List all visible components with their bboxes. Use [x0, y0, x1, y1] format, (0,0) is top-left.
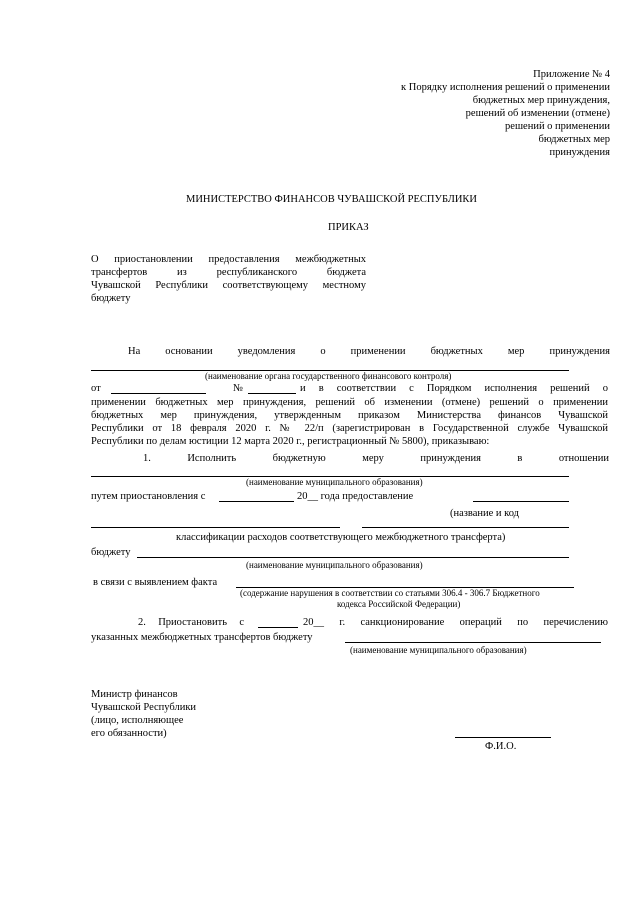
paragraph-line: бюджетных мер принуждения, утвержденным приказом Министерства финансов Чувашской — [91, 410, 608, 421]
subject-block — [91, 253, 366, 305]
caption-municipality-2: (наименование муниципального образования) — [246, 560, 423, 570]
signature-line: Чувашской Республики — [91, 702, 197, 713]
appendix-line: принуждения — [549, 147, 610, 158]
appendix-line: Приложение № 4 — [533, 69, 610, 80]
caption-violation-2: кодекса Российской Федерации) — [337, 599, 461, 609]
budget-prefix: бюджету — [91, 547, 131, 558]
signature-line: его обязанности) — [91, 728, 167, 739]
ministry-title: МИНИСТЕРСТВО ФИНАНСОВ ЧУВАШСКОЙ РЕСПУБЛИКИ — [186, 194, 477, 205]
caption-municipality-1: (наименование муниципального образования) — [246, 477, 423, 487]
subject-line: трансфертов из республиканского бюджета — [91, 267, 366, 278]
appendix-line: бюджетных мер принуждения, — [472, 95, 610, 106]
fio-label: Ф.И.О. — [485, 741, 517, 752]
subject-line: О приостановлении предоставления межбюджетных — [91, 254, 366, 265]
from-suffix: и в соответствии с Порядком исполнения решений о — [300, 383, 608, 394]
appendix-line: решений о применении — [505, 121, 610, 132]
appendix-block — [401, 68, 610, 159]
appendix-line: бюджетных мер — [538, 134, 610, 145]
signature-line: (лицо, исполняющее — [91, 715, 184, 726]
caption-municipality-3: (наименование муниципального образования) — [350, 645, 527, 655]
caption-violation-1: (содержание нарушения в соответствии со статьями 306.4 - 306.7 Бюджетного — [240, 588, 540, 598]
fill-line — [219, 501, 294, 502]
subject-line: Чувашской Республики соответствующему местному — [91, 280, 366, 291]
item1-line: 1. Исполнить бюджетную меру принуждения в отношении — [143, 453, 609, 464]
item2-prefix: 2. Приостановить с — [138, 617, 244, 628]
paragraph-line: Республики по делам юстиции 12 марта 2020 г., регистрационный № 5800), приказываю: — [91, 436, 490, 447]
basis-line: На основании уведомления о применении бюджетных мер принуждения — [128, 346, 610, 357]
suspend-prefix: путем приостановления с — [91, 491, 206, 502]
year-prefix: 20__ года предоставление — [297, 491, 414, 502]
fill-line — [111, 393, 206, 394]
appendix-line: к Порядку исполнения решений о применении — [401, 82, 610, 93]
order-title: ПРИКАЗ — [328, 222, 369, 233]
caption-name-code: (название и код — [450, 508, 520, 519]
fill-line — [91, 527, 340, 528]
appendix-line: решений об изменении (отмене) — [465, 108, 610, 119]
subject-line: бюджету — [91, 293, 131, 304]
paragraph — [91, 396, 608, 448]
caption-classification: классификации расходов соответствующего межбюджетного трансферта) — [176, 532, 506, 543]
number-sign: № — [233, 383, 244, 394]
fill-line — [473, 501, 569, 502]
from-prefix: от — [91, 383, 101, 394]
paragraph-line: Республики от 18 февраля 2020 г. № 22/п (зарегистрирован в Государственной службе Чувашской — [91, 423, 608, 434]
fill-line — [258, 627, 298, 628]
paragraph-line: применении бюджетных мер принуждения, решений об изменении (отмене) решений о применении — [91, 397, 608, 408]
fill-line — [248, 393, 296, 394]
fill-line — [137, 557, 569, 558]
fill-line — [345, 642, 601, 643]
item2-year: 20__ г. санкционирование операций по перечислению — [303, 617, 608, 628]
signature-fill-line — [455, 737, 551, 738]
violation-prefix: в связи с выявлением факта — [93, 577, 218, 588]
fill-line — [362, 527, 569, 528]
signature-block — [91, 688, 196, 740]
signature-line: Министр финансов — [91, 689, 178, 700]
item2-line2: указанных межбюджетных трансфертов бюджету — [91, 632, 313, 643]
caption-control-body: (наименование органа государственного финансового контроля) — [205, 371, 452, 381]
